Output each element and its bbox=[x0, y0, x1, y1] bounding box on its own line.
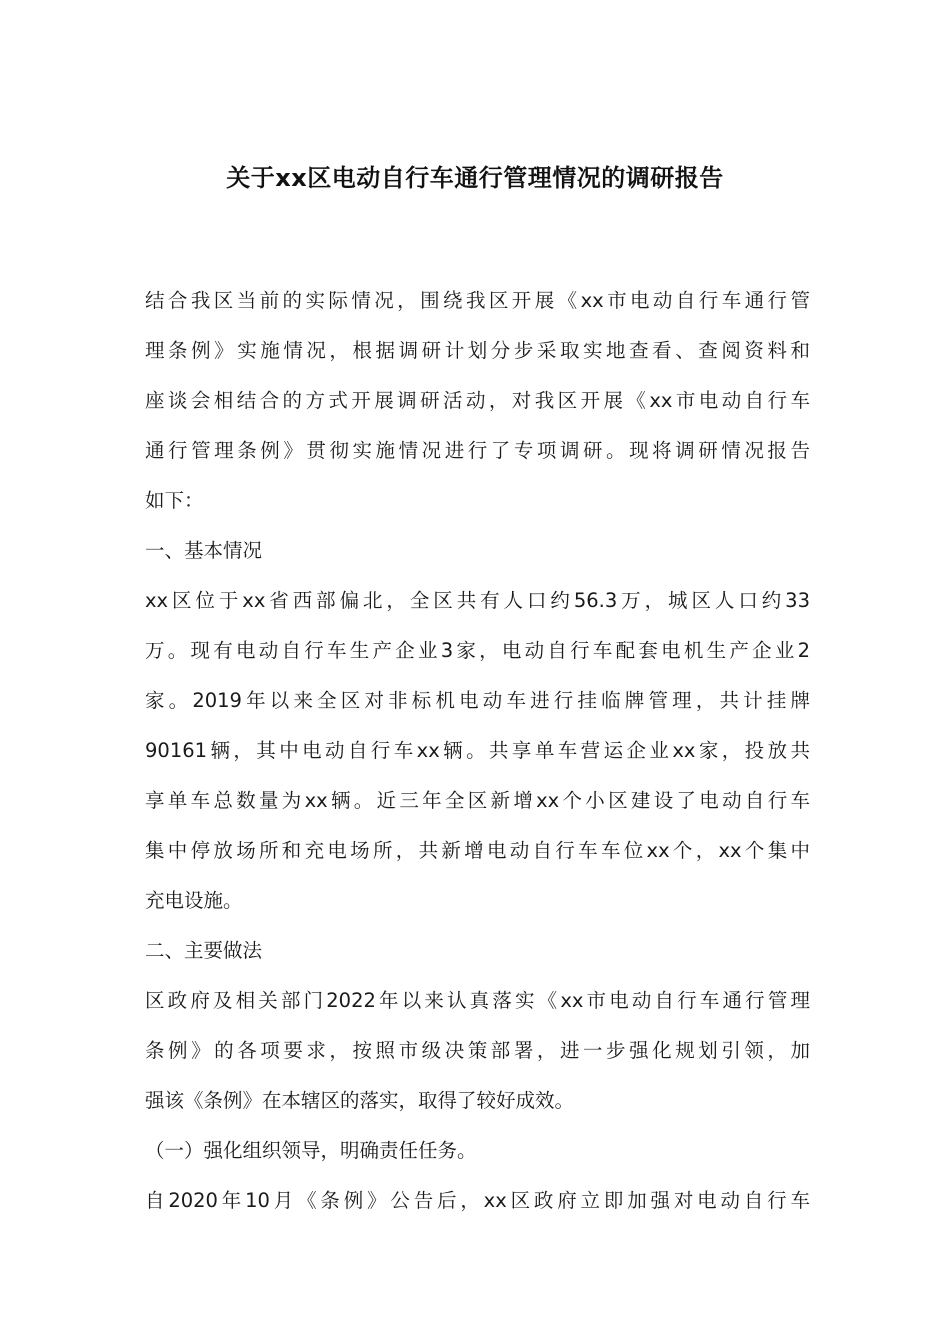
text-line: 理条例》实施情况，根据调研计划分步采取实地查看、查阅资料和 bbox=[145, 339, 810, 362]
text-line: 万。现有电动自行车生产企业3家，电动自行车配套电机生产企业2 bbox=[145, 639, 810, 662]
text-line: 集中停放场所和充电场所，共新增电动自行车车位xx个，xx个集中 bbox=[145, 839, 810, 862]
text-line: 通行管理条例》贯彻实施情况进行了专项调研。现将调研情况报告 bbox=[145, 439, 810, 462]
text-line: 享单车总数量为xx辆。近三年全区新增xx个小区建设了电动自行车 bbox=[145, 789, 810, 812]
text-line: 如下： bbox=[145, 489, 204, 512]
text-line: 二、主要做法 bbox=[145, 939, 263, 962]
text-line: 座谈会相结合的方式开展调研活动，对我区开展《xx市电动自行车 bbox=[145, 389, 810, 412]
text-line: 条例》的各项要求，按照市级决策部署，进一步强化规划引领，加 bbox=[145, 1039, 810, 1062]
text-line: 充电设施。 bbox=[145, 889, 243, 912]
document-body bbox=[145, 276, 810, 1226]
text-line: 自2020年10月《条例》公告后，xx区政府立即加强对电动自行车 bbox=[145, 1189, 810, 1212]
text-line: （一）强化组织领导，明确责任任务。 bbox=[145, 1139, 477, 1162]
text-line: 90161辆，其中电动自行车xx辆。共享单车营运企业xx家，投放共 bbox=[145, 739, 810, 762]
text-line: xx区位于xx省西部偏北，全区共有人口约56.3万，城区人口约33 bbox=[145, 589, 810, 612]
text-line: 家。2019年以来全区对非标机电动车进行挂临牌管理，共计挂牌 bbox=[145, 689, 810, 712]
text-line: 一、基本情况 bbox=[145, 539, 263, 562]
text-line: 强该《条例》在本辖区的落实，取得了较好成效。 bbox=[145, 1089, 575, 1112]
document-title: 关于xx区电动自行车通行管理情况的调研报告 bbox=[226, 164, 724, 192]
text-line: 结合我区当前的实际情况，围绕我区开展《xx市电动自行车通行管 bbox=[145, 289, 810, 312]
text-line: 区政府及相关部门2022年以来认真落实《xx市电动自行车通行管理 bbox=[145, 989, 810, 1012]
